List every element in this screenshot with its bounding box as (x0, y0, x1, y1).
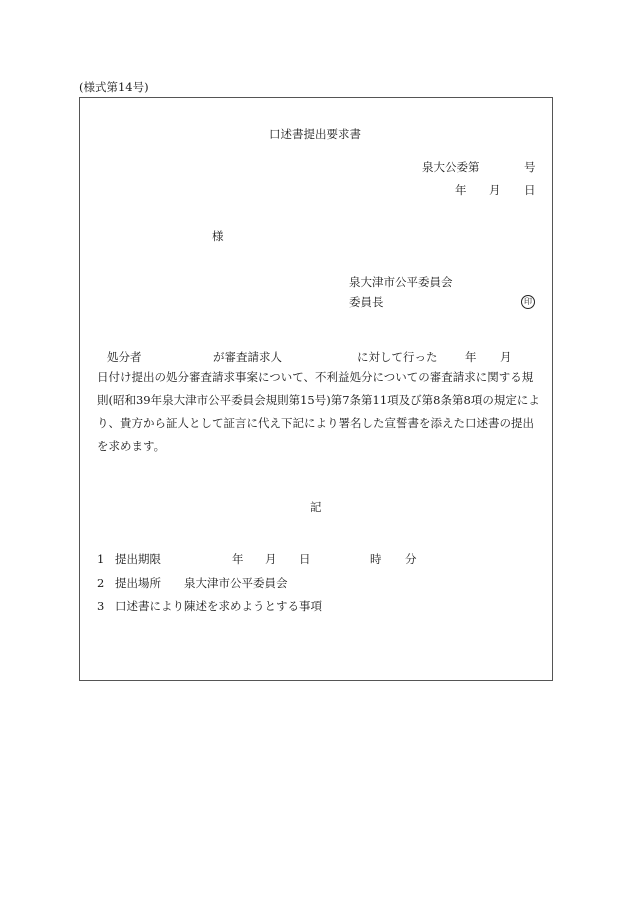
body-line5: を求めます。 (97, 439, 166, 453)
item-1-label: 提出期限 (115, 552, 161, 566)
doc-number-suffix: 号 (524, 160, 536, 174)
body-line2: 日付け提出の処分審査請求事案について、不利益処分についての審査請求に関する規 (97, 370, 534, 384)
seal-mark: 印 (521, 295, 535, 309)
item-1-month: 月 (265, 552, 277, 566)
body-line1-c: に対して行った (357, 350, 438, 364)
body-line1-a: 処分者 (107, 350, 142, 364)
item-1-hour: 時 (370, 552, 382, 566)
item-3-label: 口述書により陳述を求めようとする事項 (115, 599, 322, 613)
item-1-day: 日 (299, 552, 311, 566)
doc-number-prefix: 泉大公委第 (422, 160, 480, 174)
body-line1-d: 年 (465, 350, 477, 364)
date-day: 日 (524, 183, 536, 197)
body-line3: 則(昭和39年泉大津市公平委員会規則第15号)第7条第11項及び第8条第8項の規定によ (97, 393, 540, 407)
date-month: 月 (489, 183, 501, 197)
item-2-value: 泉大津市公平委員会 (184, 576, 288, 590)
document-title: 口述書提出要求書 (269, 127, 361, 141)
item-2-number: 2 (97, 576, 105, 590)
ki-heading: 記 (310, 500, 322, 514)
issuer-role: 委員長 (349, 295, 384, 309)
date-year: 年 (455, 183, 467, 197)
item-3-number: 3 (97, 599, 105, 613)
body-line4: り、貴方から証人として証言に代え下記により署名した宣誓書を添えた口述書の提出 (97, 416, 534, 430)
item-1-number: 1 (97, 552, 105, 566)
item-2-label: 提出場所 (115, 576, 161, 590)
body-line1-e: 月 (500, 350, 512, 364)
item-1-year: 年 (232, 552, 244, 566)
form-label: (様式第14号) (79, 80, 149, 94)
addressee-suffix: 様 (212, 229, 224, 243)
item-1-minute: 分 (405, 552, 417, 566)
issuer-org: 泉大津市公平委員会 (349, 275, 453, 289)
body-line1-b: が審査請求人 (213, 350, 282, 364)
